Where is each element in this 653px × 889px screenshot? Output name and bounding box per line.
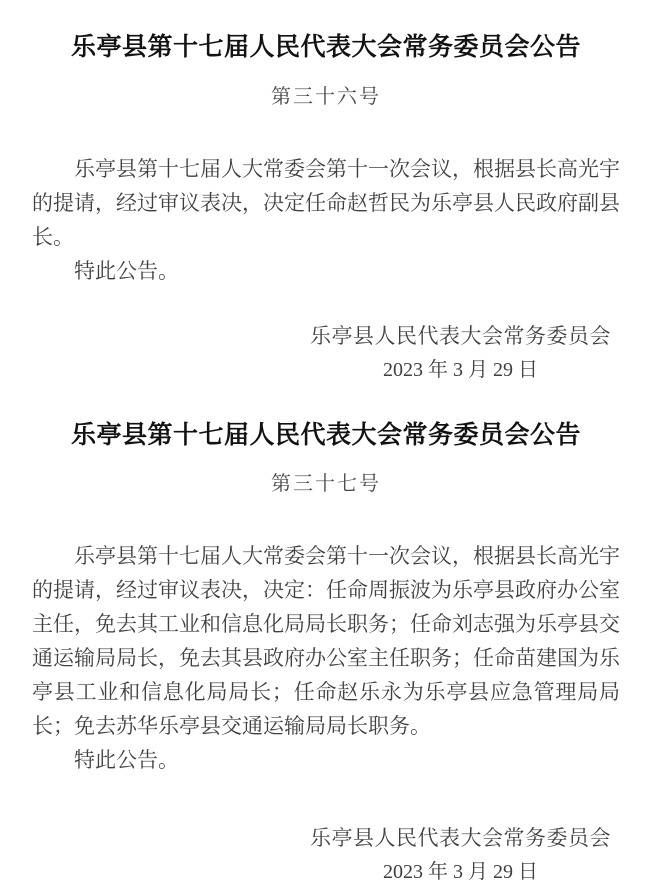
announcement-number: 第三十七号 <box>32 469 620 499</box>
announcement-36 <box>32 31 620 387</box>
signer-name: 乐亭县人民代表大会常务委员会 <box>310 319 611 353</box>
signature-block <box>32 821 620 889</box>
announcement-date: 2023 年 3 月 29 日 <box>310 855 611 889</box>
announcement-body-paragraph: 乐亭县第十七届人大常委会第十一次会议，根据县长高光宇的提请，经过审议表决，决定任命赵哲民为乐亭县人民政府副县长。 <box>32 152 620 254</box>
signer-name: 乐亭县人民代表大会常务委员会 <box>310 821 611 855</box>
announcement-37 <box>32 419 620 889</box>
signature-block <box>32 319 620 387</box>
closing-line: 特此公告。 <box>32 743 620 777</box>
announcement-number: 第三十六号 <box>32 82 620 112</box>
announcement-title: 乐亭县第十七届人民代表大会常务委员会公告 <box>32 31 620 65</box>
announcement-title: 乐亭县第十七届人民代表大会常务委员会公告 <box>32 419 620 453</box>
announcement-date: 2023 年 3 月 29 日 <box>310 353 611 387</box>
closing-line: 特此公告。 <box>32 254 620 288</box>
announcement-body-paragraph: 乐亭县第十七届人大常委会第十一次会议，根据县长高光宇的提请，经过审议表决，决定：任命周振波为乐亭县政府办公室主任，免去其工业和信息化局局长职务；任命刘志强为乐亭县交通运输局局长，免去其县政府办公室主任职务；任命苗建国为乐亭县工业和信息化局局长；任命赵乐永为乐亭县应急管理局局长；免去苏华乐亭县交通运输局局长职务。 <box>32 539 620 743</box>
